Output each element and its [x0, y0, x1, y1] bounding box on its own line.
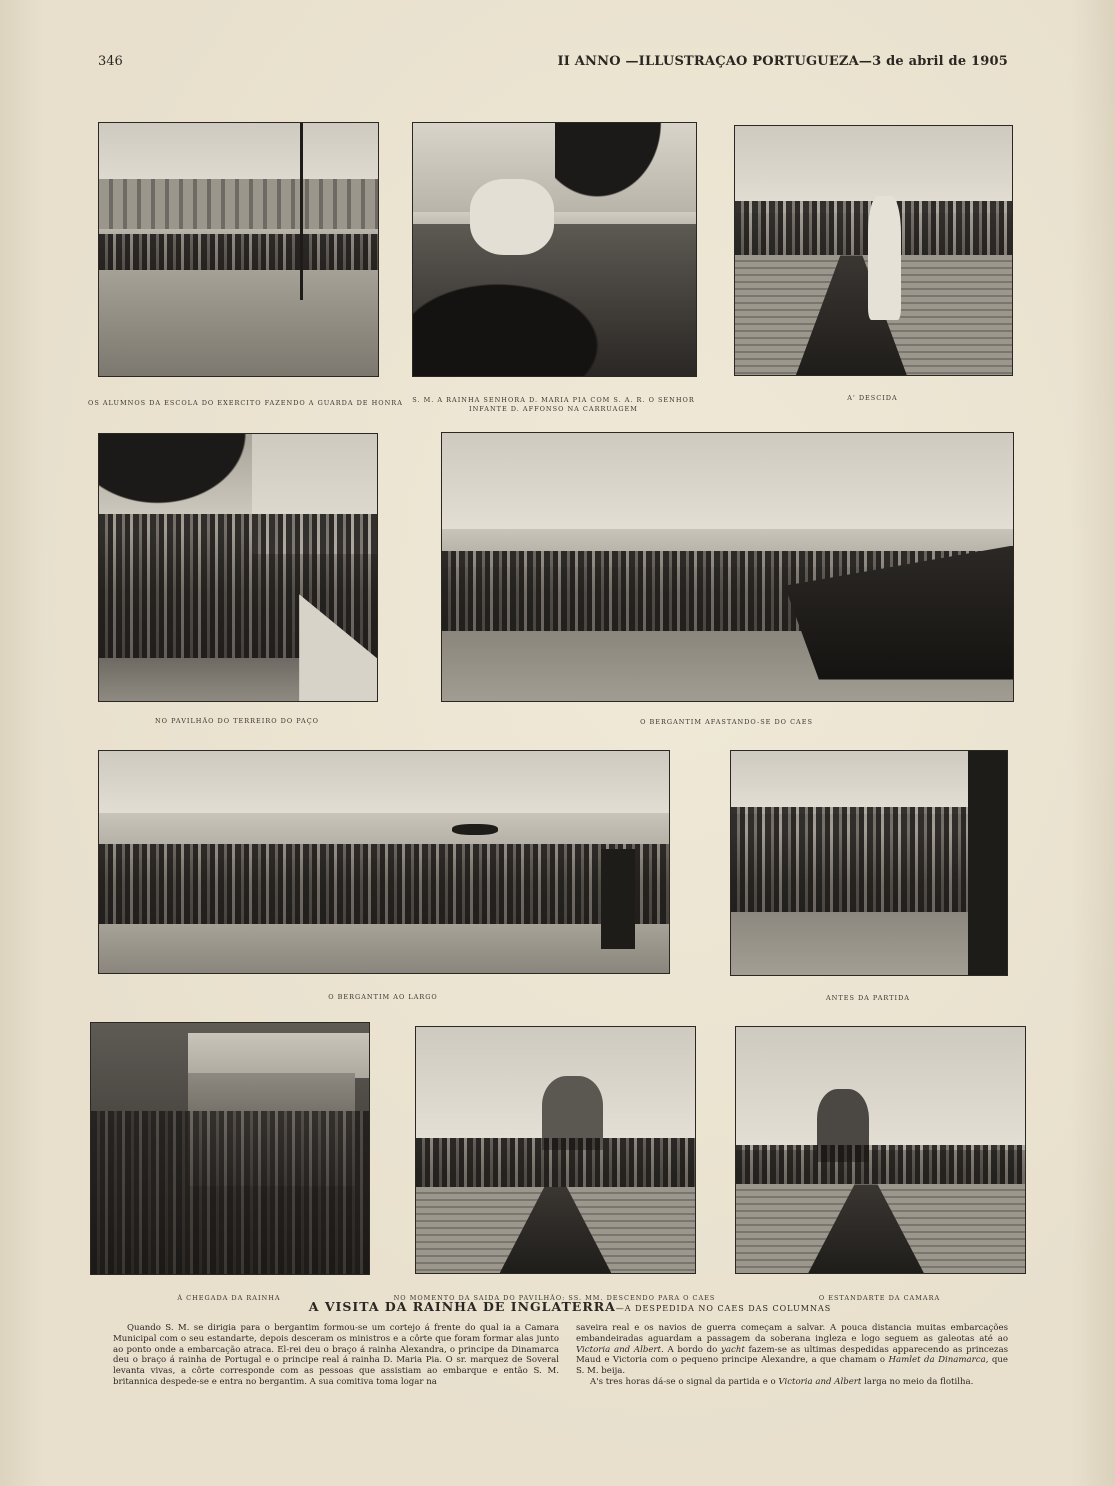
photo-caption: NO PAVILHÃO DO TERREIRO DO PAÇO: [154, 717, 320, 725]
photo-caption: O ESTANDARTE DA CAMARA: [818, 1294, 941, 1302]
article-column-left: Quando S. M. se dirigia para o bergantim formou-se um cortejo á frente do qual ia a Camara Municipal com o seu estandarte, depois desceram os ministros e a côrte que foram formar alas junto ao ponto onde a embarcação atraca. El-rei deu o braço á rainha Alexandra, o principe da Dinamarca deu o braço á rainha de Portugal e o principe real á rainha D. Maria Pia. O sr. marquez de Soveral levanta vivas, a côrte corresponde com as pessoas que assistiam ao embarque e então S. M. britannica despede-se e entra no bergantim. A sua comitiva toma logar na: [113, 1323, 559, 1387]
masthead: II ANNO —ILLUSTRAÇAO PORTUGUEZA—3 de abril de 1905: [557, 54, 1008, 69]
photo-queen-arrival: [90, 1022, 370, 1275]
article-title-sub: —A DESPEDIDA NO CAES DAS COLUMNAS: [615, 1304, 832, 1313]
photo-descent: [734, 125, 1013, 376]
photo-caption: OS ALUMNOS DA ESCOLA DO EXERCITO FAZENDO A GUARDA DE HONRA: [88, 399, 403, 407]
article-title: [120, 1299, 1020, 1314]
article-column-right: saveira real e os navios de guerra começam a salvar. A pouca distancia muitas embarcações embandeiradas aguardam a passagem da soberana ingleza e logo seguem as galeotas até ao Victoria and Albert. A bordo do yacht fazem-se as ultimas despedidas apparecendo as princezas Maud e Victoria com o pequeno principe Alexandre, a que chamam o Hamlet da Dinamarca, que S. M. beija. A's tres horas dá-se o signal da partida e o Victoria and Albert larga no meio da flotilha.: [576, 1323, 1008, 1387]
photo-caption: O BERGANTIM AFASTANDO-SE DO CAES: [640, 718, 813, 726]
photo-leaving-pavilion: [415, 1026, 696, 1274]
photo-caption: S. M. A RAINHA SENHORA D. MARIA PIA COM S. A. R. O SENHOR INFANTE D. AFFONSO NA CARRUAGEM: [412, 396, 695, 413]
photo-caption: NO MOMENTO DA SAIDA DO PAVILHÃO: SS. MM. DESCENDO PARA O CAES: [393, 1294, 716, 1302]
photo-pavilion: [98, 433, 378, 702]
page-number: 346: [98, 54, 123, 69]
photo-caption: ANTES DA PARTIDA: [825, 994, 910, 1002]
photo-before-departure: [730, 750, 1008, 976]
article-title-main: A VISITA DA RAINHA DE INGLATERRA: [308, 1299, 616, 1314]
photo-chamber-standard: [735, 1026, 1026, 1274]
photo-guard-of-honour: [98, 122, 379, 377]
photo-caption: O BERGANTIM AO LARGO: [328, 993, 438, 1001]
photo-caption: A' DESCIDA: [847, 394, 898, 402]
photo-brigantine-offshore: [98, 750, 670, 974]
photo-queen-carriage: [412, 122, 697, 377]
photo-brigantine-leaving: [441, 432, 1014, 702]
photo-caption: Á CHEGADA DA RAINHA: [177, 1294, 281, 1302]
